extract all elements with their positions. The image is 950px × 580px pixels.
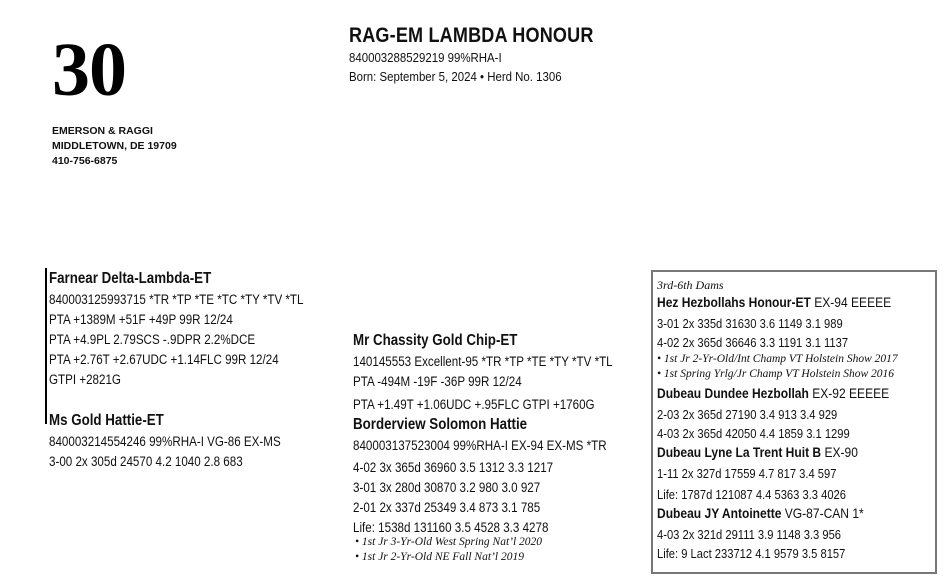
dam4-record: 2-03 2x 365d 27190 3.4 913 3.4 929 — [657, 407, 838, 422]
dams-box — [657, 277, 929, 563]
sire-line: PTA +2.76T +2.67UDC +1.14FLC 99R 12/24 — [49, 352, 279, 367]
mgd-record: 3-01 3x 280d 30870 3.2 980 3.0 927 — [353, 480, 541, 495]
dam3-classification: EX-94 EEEEE — [810, 294, 892, 310]
dam-line: 840003214554246 99%RHA-I VG-86 EX-MS — [49, 434, 281, 449]
mgd-note: • 1st Jr 2-Yr-Old NE Fall Nat’l 2019 — [355, 551, 524, 563]
dam6-lifetime: Life: 9 Lact 233712 4.1 9579 3.5 8157 — [657, 546, 846, 561]
sire-line: 840003125993715 *TR *TP *TE *TC *TY *TV *TL — [49, 292, 304, 307]
mgd-notes — [355, 535, 542, 565]
mgs-name: Mr Chassity Gold Chip-ET — [353, 332, 518, 349]
dam3-name-line — [657, 293, 891, 312]
dam6-classification: VG-87-CAN 1* — [781, 505, 864, 521]
dam6-name-line — [657, 504, 891, 523]
animal-header — [349, 24, 633, 86]
dam5-record: 1-11 2x 327d 17559 4.7 817 3.4 597 — [657, 466, 837, 481]
dam6-name: Dubeau JY Antoinette — [657, 505, 782, 521]
dam3-name: Hez Hezbollahs Honour-ET — [657, 294, 811, 310]
mgs-line: PTA +1.49T +1.06UDC +.95FLC GTPI +1760G — [353, 397, 595, 412]
dam4-name-line — [657, 384, 891, 403]
consignor-phone: 410-756-6875 — [52, 155, 118, 167]
dam4-name: Dubeau Dundee Hezbollah — [657, 385, 809, 401]
maternal-grandsire-block — [353, 330, 655, 415]
dam4-record: 4-03 2x 365d 42050 4.4 1859 3.1 1299 — [657, 426, 850, 441]
mgd-lifetime: Life: 1538d 131160 3.5 4528 3.3 4278 — [353, 520, 549, 535]
dam5-name: Dubeau Lyne La Trent Huit B — [657, 444, 822, 460]
dam-block — [49, 410, 318, 472]
dams-box-title: 3rd-6th Dams — [657, 278, 724, 292]
mgd-note: • 1st Jr 3-Yr-Old West Spring Nat’l 2020 — [355, 536, 543, 548]
mgd-record: 4-02 3x 365d 36960 3.5 1312 3.3 1217 — [353, 460, 554, 475]
dam-name: Ms Gold Hattie-ET — [49, 412, 164, 429]
mgs-line: PTA -494M -19F -36P 99R 12/24 — [353, 374, 522, 389]
mgd-line: 840003137523004 99%RHA-I EX-94 EX-MS *TR — [353, 438, 607, 453]
mgd-name: Borderview Solomon Hattie — [353, 416, 528, 433]
dam3-note: • 1st Spring Yrlg/Jr Champ VT Holstein Show 2016 — [657, 368, 895, 380]
dam3-note: • 1st Jr 2-Yr-Old/Int Champ VT Holstein Show 2017 — [657, 353, 898, 365]
sire-line: PTA +1389M +51F +49P 99R 12/24 — [49, 312, 233, 327]
mgs-line: 140145553 Excellent-95 *TR *TP *TE *TY *TV *TL — [353, 354, 613, 369]
dam5-lifetime: Life: 1787d 121087 4.4 5363 3.3 4026 — [657, 487, 846, 502]
mgd-record: 2-01 2x 337d 25349 3.4 873 3.1 785 — [353, 500, 541, 515]
sire-line: PTA +4.9PL 2.79SCS -.9DPR 2.2%DCE — [49, 332, 256, 347]
consignor-city: MIDDLETOWN, DE 19709 — [52, 140, 177, 152]
dam5-classification: EX-90 — [821, 444, 858, 460]
animal-id: 840003288529219 99%RHA-I — [349, 50, 502, 65]
dam5-name-line — [657, 443, 891, 462]
consignor-block — [52, 124, 177, 169]
sire-name: Farnear Delta-Lambda-ET — [49, 270, 212, 287]
lot-number: 30 — [52, 28, 126, 112]
sire-line: GTPI +2821G — [49, 372, 121, 387]
animal-name: RAG-EM LAMBDA HONOUR — [349, 24, 594, 47]
pedigree-bracket — [45, 268, 47, 424]
dam3-record: 3-01 2x 335d 31630 3.6 1149 3.1 989 — [657, 316, 843, 331]
dam6-record: 4-03 2x 321d 29111 3.9 1148 3.3 956 — [657, 527, 842, 542]
dam3-record: 4-02 2x 365d 36646 3.3 1191 3.1 1137 — [657, 335, 849, 350]
dam-line: 3-00 2x 305d 24570 4.2 1040 2.8 683 — [49, 454, 243, 469]
consignor-name: EMERSON & RAGGI — [52, 125, 153, 137]
sire-block — [49, 268, 345, 390]
dam4-classification: EX-92 EEEEE — [808, 385, 890, 401]
maternal-granddam-block — [353, 414, 648, 538]
animal-born: Born: September 5, 2024 • Herd No. 1306 — [349, 69, 562, 84]
